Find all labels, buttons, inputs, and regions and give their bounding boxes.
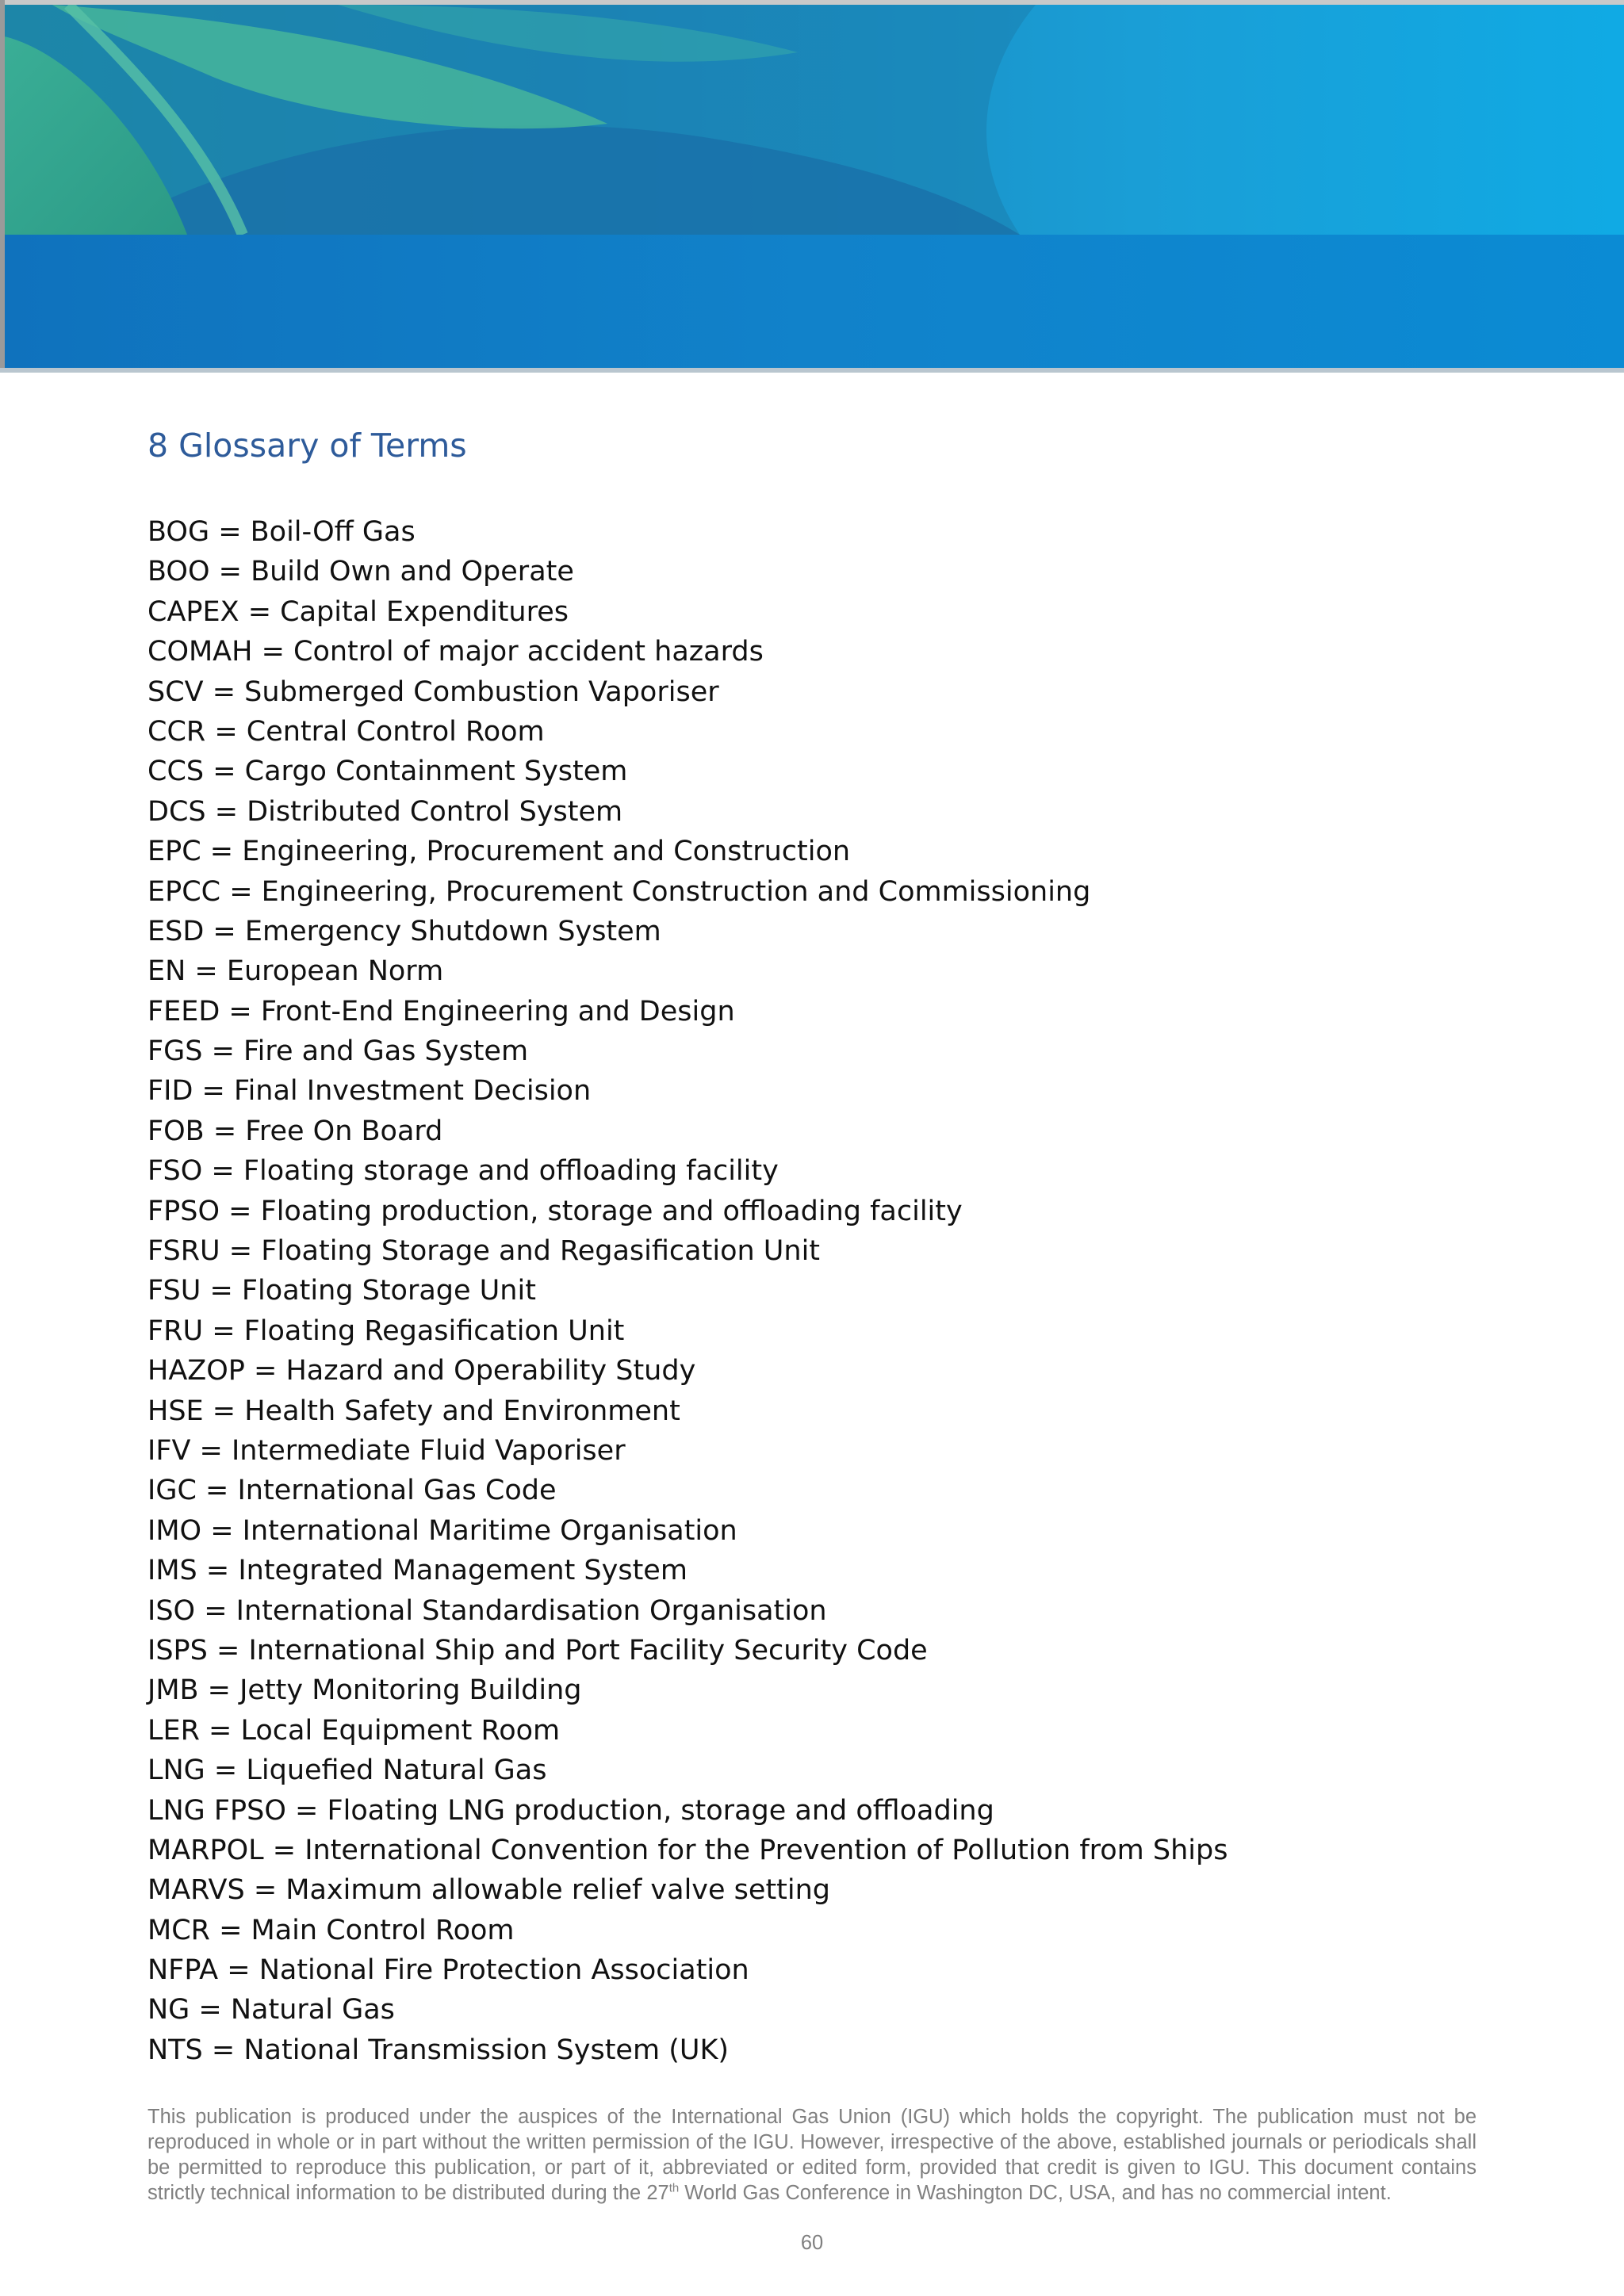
glossary-term: FRU = Floating Regasification Unit (147, 1314, 625, 1347)
glossary-term: IGC = International Gas Code (147, 1475, 557, 1507)
glossary-term: BOG = Boil-Off Gas (147, 516, 416, 548)
glossary-term: NTS = National Transmission System (UK) (147, 2034, 730, 2066)
glossary-term: LNG = Liquefied Natural Gas (147, 1755, 547, 1787)
banner-blue-band (5, 235, 1624, 369)
glossary-term: FSU = Floating Storage Unit (147, 1275, 536, 1307)
glossary-term: MARPOL = International Convention for the Prevention of Pollution from Ships (147, 1834, 1228, 1866)
glossary-term: IMS = Integrated Management System (147, 1555, 688, 1587)
glossary-term: LNG FPSO = Floating LNG production, storage and offloading (147, 1794, 994, 1827)
glossary-term: FSRU = Floating Storage and Regasification Unit (147, 1235, 821, 1268)
disclaimer-superscript: th (668, 2181, 680, 2195)
glossary-term: LER = Local Equipment Room (147, 1714, 561, 1747)
disclaimer-text-end: World Gas Conference in Washington DC, USA, and has no commercial intent. (679, 2182, 1392, 2204)
glossary-term: CCR = Central Control Room (147, 715, 545, 748)
glossary-term: SCV = Submerged Combustion Vaporiser (147, 675, 719, 708)
glossary-term: EN = European Norm (147, 955, 444, 988)
copyright-disclaimer (147, 2104, 1477, 2206)
glossary-term: EPC = Engineering, Procurement and Construction (147, 836, 851, 868)
glossary-term: EPCC = Engineering, Procurement Construction and Commissioning (147, 875, 1091, 908)
banner-bottom-border (0, 368, 1624, 373)
glossary-term: FID = Final Investment Decision (147, 1075, 592, 1108)
glossary-term: ISPS = International Ship and Port Facility Security Code (147, 1634, 928, 1667)
glossary-term: CCS = Cargo Containment System (147, 756, 628, 788)
glossary-term: FEED = Front-End Engineering and Design (147, 995, 735, 1027)
glossary-term: DCS = Distributed Control System (147, 795, 623, 828)
glossary-term: IFV = Intermediate Fluid Vaporiser (147, 1434, 626, 1467)
glossary-term: IMO = International Maritime Organisation (147, 1514, 737, 1547)
glossary-term: ISO = International Standardisation Organisation (147, 1594, 827, 1627)
disclaimer-text: This publication is produced under the auspices of the International Gas Union (IGU) which holds the copyright. The publication must not be reproduced in whole or in part without the written permission of the IGU. However, irrespective of the above, established journals or periodicals shall be permitted to reproduce this publication, or part of it, abbreviated or edited form, provided that credit is given to IGU. This document contains strictly technical information to be distributed during the 27 (147, 2106, 1477, 2204)
banner-graphic (5, 5, 1624, 369)
header-banner (5, 5, 1624, 369)
glossary-list (147, 512, 1228, 2070)
glossary-term: CAPEX = Capital Expenditures (147, 595, 569, 628)
glossary-term: HAZOP = Hazard and Operability Study (147, 1355, 696, 1387)
glossary-term: BOO = Build Own and Operate (147, 556, 574, 588)
glossary-term: NG = Natural Gas (147, 1994, 395, 2026)
glossary-term: JMB = Jetty Monitoring Building (147, 1674, 582, 1707)
glossary-term: MARVS = Maximum allowable relief valve setting (147, 1874, 831, 1907)
glossary-term: HSE = Health Safety and Environment (147, 1395, 680, 1427)
glossary-term: FGS = Fire and Gas System (147, 1035, 529, 1068)
banner-left-border (0, 0, 5, 373)
glossary-term: FOB = Free On Board (147, 1115, 443, 1147)
glossary-term: FPSO = Floating production, storage and offloading facility (147, 1195, 963, 1227)
page-number: 60 (800, 2232, 824, 2254)
section-heading: 8 Glossary of Terms (147, 427, 467, 465)
glossary-term: COMAH = Control of major accident hazards (147, 636, 764, 668)
glossary-term: MCR = Main Control Room (147, 1914, 515, 1946)
glossary-term: NFPA = National Fire Protection Association (147, 1954, 749, 1987)
glossary-term: ESD = Emergency Shutdown System (147, 915, 661, 947)
glossary-term: FSO = Floating storage and offloading facility (147, 1155, 779, 1188)
